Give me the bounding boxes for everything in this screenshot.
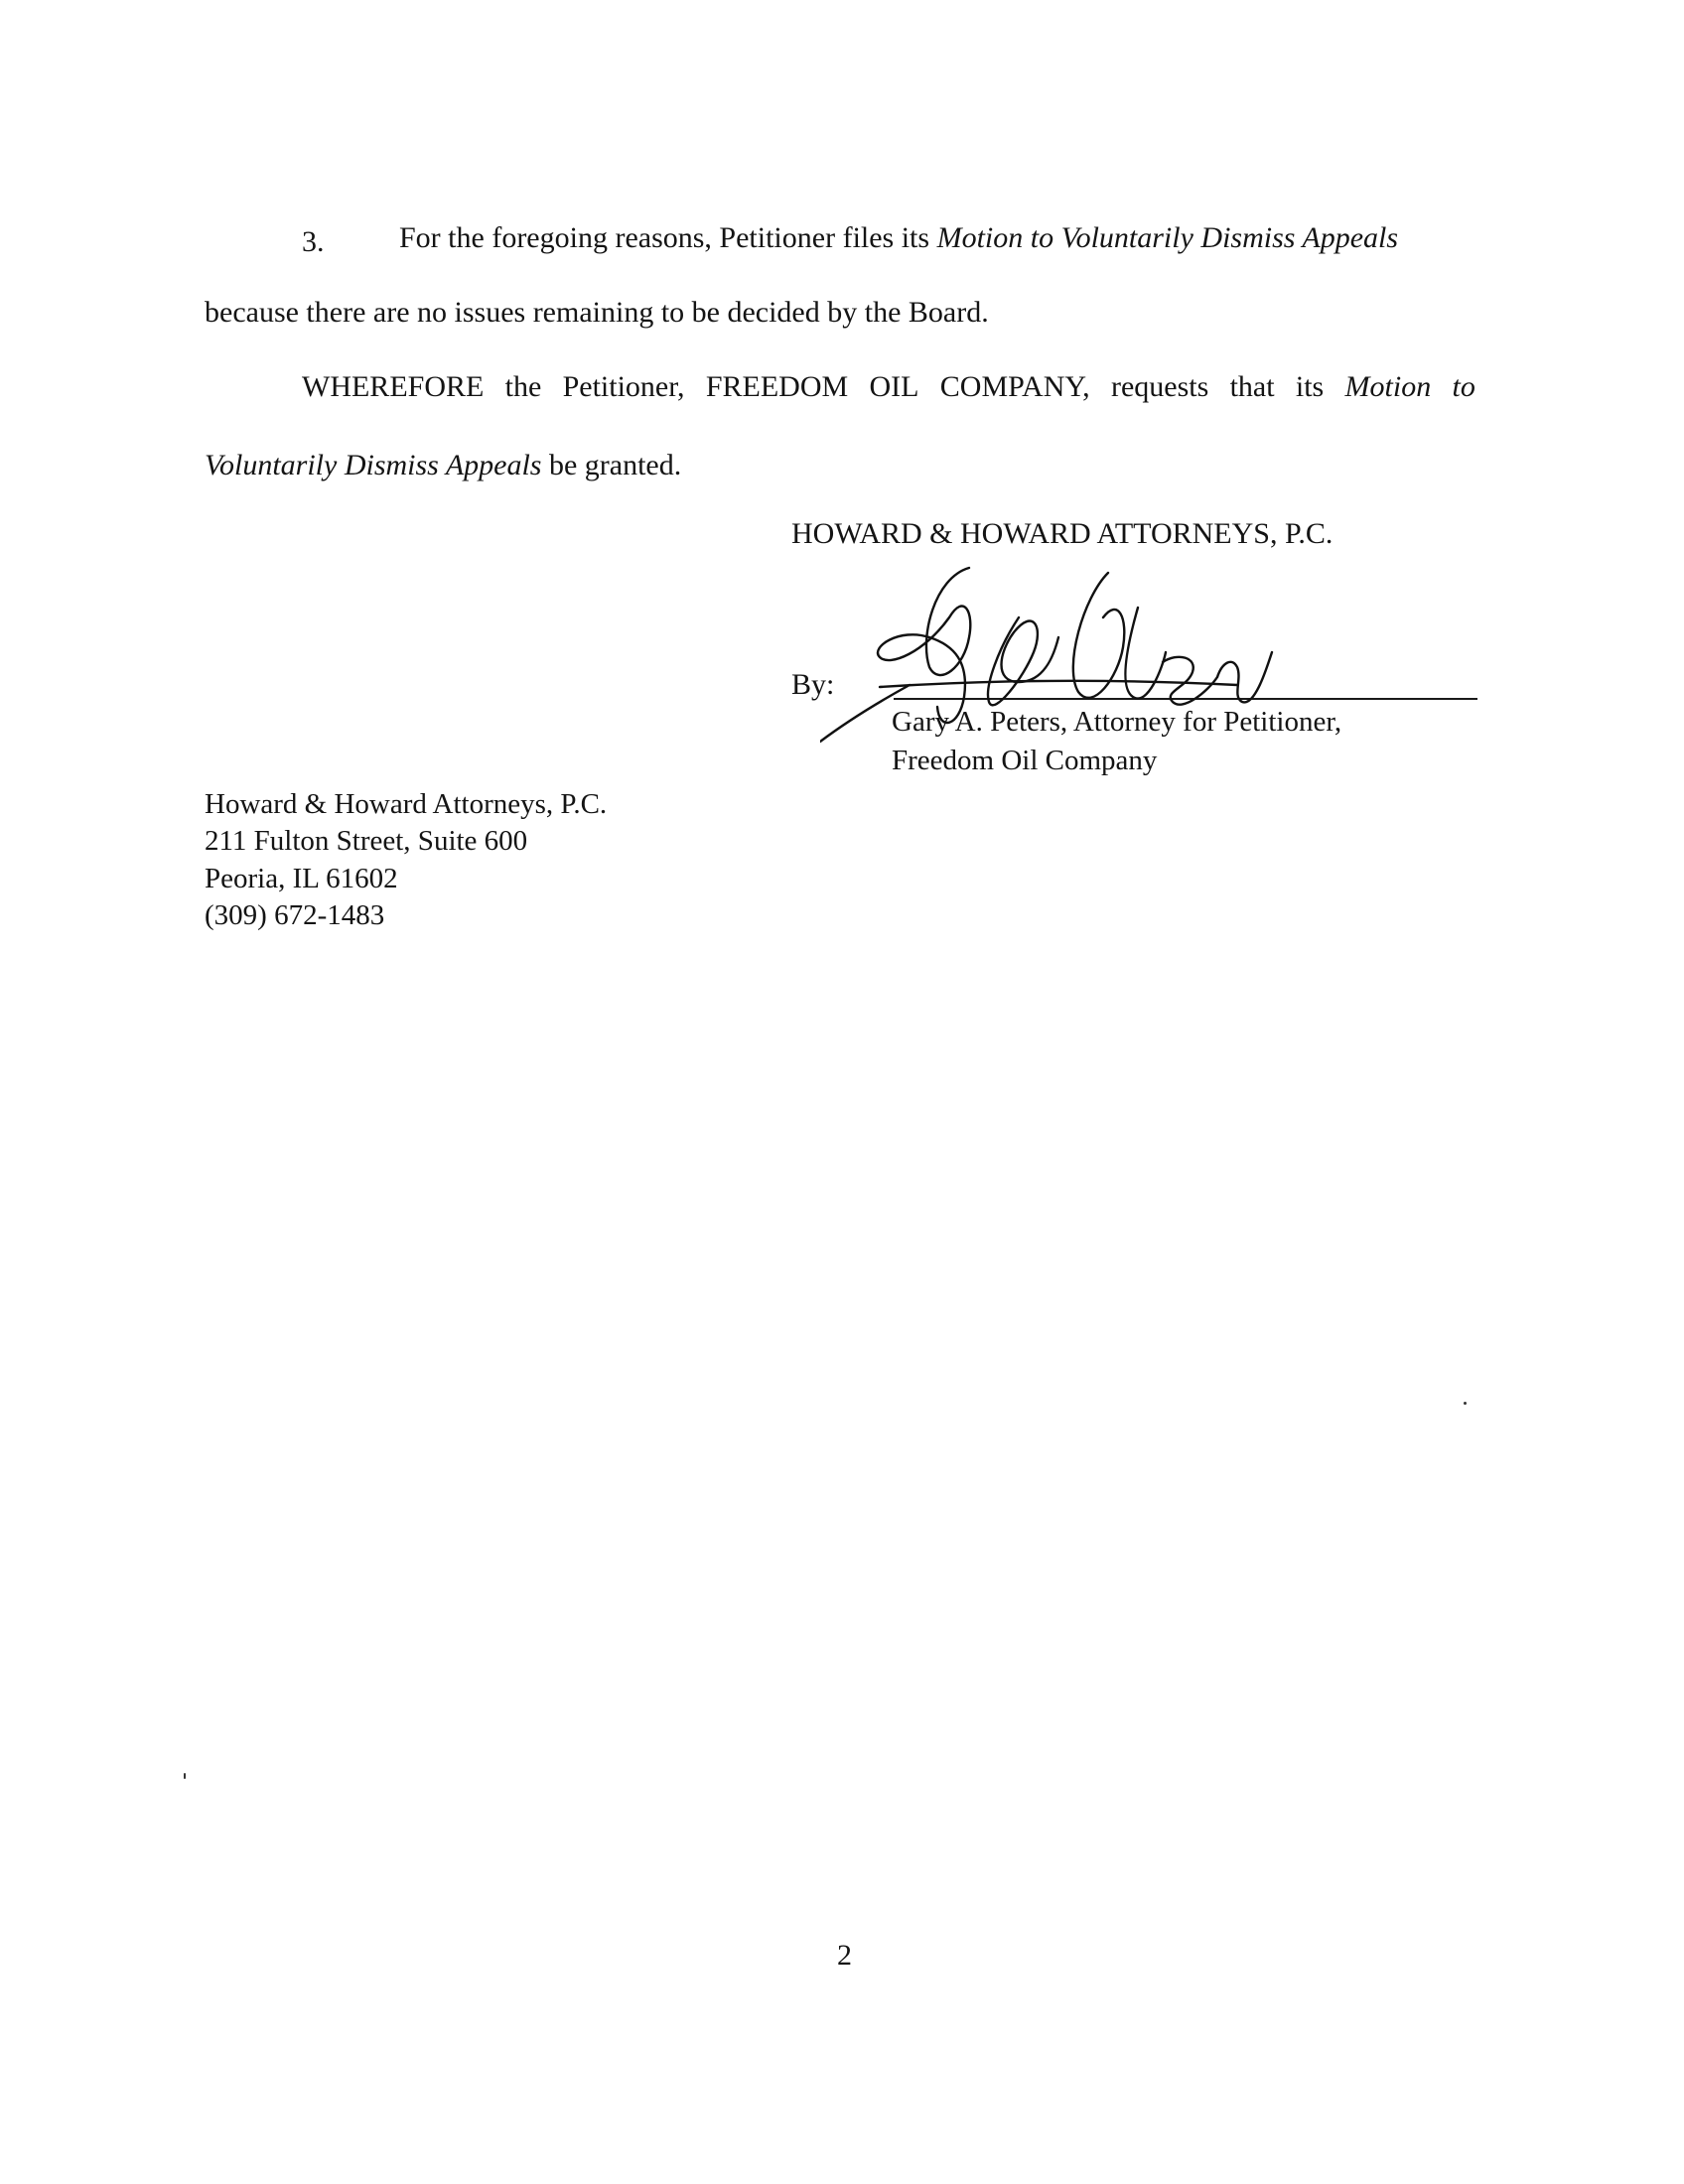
- wherefore-word: COMPANY,: [939, 370, 1090, 403]
- wherefore-word: OIL: [869, 370, 919, 403]
- wherefore-word: requests: [1110, 370, 1209, 403]
- motion-title: Motion to Voluntarily Dismiss Appeals: [936, 221, 1399, 254]
- wherefore-word: WHEREFORE: [302, 370, 485, 403]
- wherefore-ending: be granted.: [541, 449, 682, 481]
- wherefore-word: FREEDOM: [705, 370, 849, 403]
- paragraph-3-line-1: [399, 220, 1398, 256]
- signer-name-title: Gary A. Peters, Attorney for Petitioner,: [892, 706, 1342, 738]
- motion-title-continued: Voluntarily Dismiss Appeals: [205, 449, 542, 481]
- firm-heading: HOWARD & HOWARD ATTORNEYS, P.C.: [791, 517, 1333, 550]
- wherefore-word: Petitioner,: [562, 370, 685, 403]
- scan-speck: [184, 1773, 186, 1779]
- wherefore-word: its: [1295, 370, 1325, 403]
- scan-speck: [1464, 1402, 1467, 1405]
- paragraph-number: 3.: [302, 225, 325, 258]
- paragraph-3-text: For the foregoing reasons, Petitioner files its: [399, 221, 937, 254]
- paragraph-3-line-2: because there are no issues remaining to be decided by the Board.: [205, 296, 989, 329]
- wherefore-line-1: [302, 369, 1475, 405]
- address-city: Peoria, IL 61602: [205, 863, 398, 894]
- signer-company: Freedom Oil Company: [892, 745, 1158, 776]
- by-label: By:: [791, 668, 835, 701]
- wherefore-word: the: [504, 370, 542, 403]
- address-phone: (309) 672-1483: [205, 899, 385, 931]
- wherefore-italic-word: Motion: [1344, 370, 1432, 403]
- page-number: 2: [837, 1939, 852, 1972]
- address-street: 211 Fulton Street, Suite 600: [205, 825, 528, 857]
- address-firm: Howard & Howard Attorneys, P.C.: [205, 788, 608, 820]
- wherefore-italic-word: to: [1452, 370, 1475, 403]
- wherefore-line-2: [205, 448, 681, 483]
- wherefore-word: that: [1229, 370, 1275, 403]
